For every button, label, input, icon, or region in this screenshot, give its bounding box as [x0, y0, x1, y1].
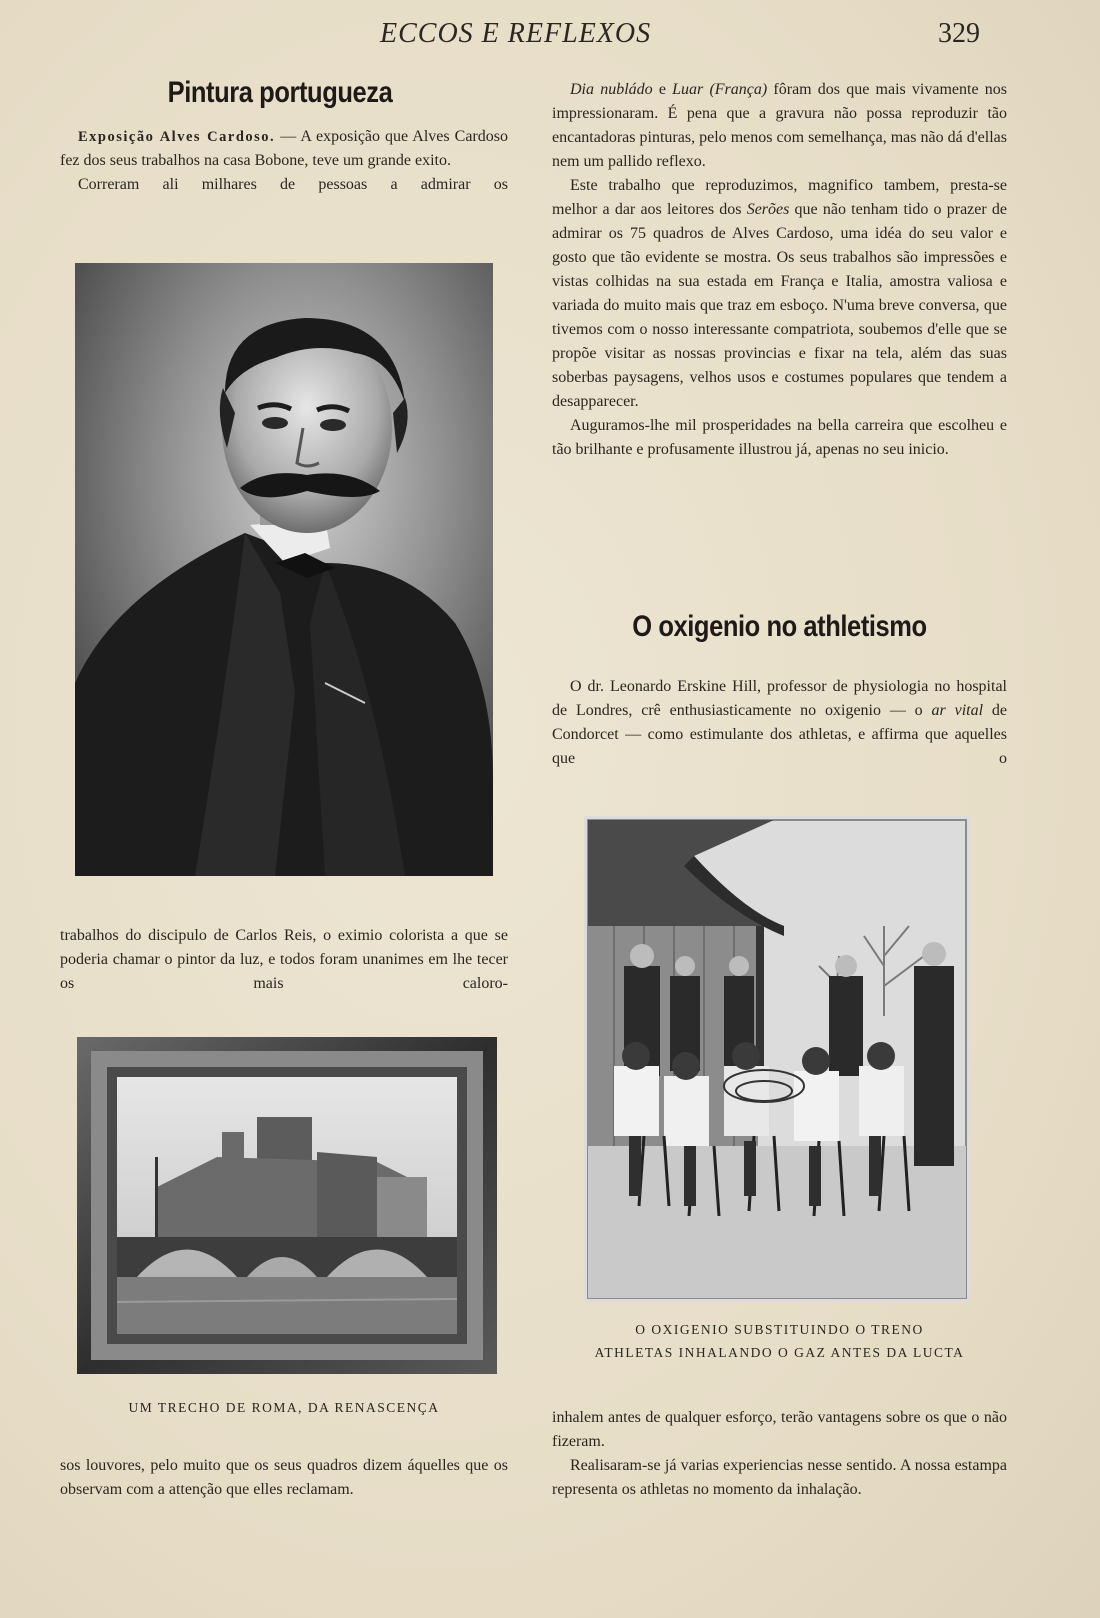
paragraph-hill-a: O dr. Leonardo Erskine Hill, professor de physiologia no hospital de Londres, crê enthusiasticamente no oxigenio — o — [552, 678, 1007, 719]
right-oxigenio-text — [552, 675, 1007, 771]
article-title-pintura: Pintura portugueza — [167, 76, 393, 109]
paragraph-correram: Correram ali milhares de pessoas a admirar os — [78, 176, 508, 193]
athletes-caption-line2: ATHLETAS INHALANDO O GAZ ANTES DA LUCTA — [594, 1345, 965, 1360]
page-number: 329 — [938, 18, 980, 49]
paragraph-este-trabalho-b: que não tenham tido o prazer de admirar os 75 quadros de Alves Cardoso, uma idéa do seu valor e gosto que tão evidente se mostra. Os seus trabalhos são impressões e vistas colhidas na sua estada em França e Italia, amostra valiosa e variada do muito mais que traz em esboço. N'uma breve conversa, que tivemos com o nosso interessante compatriota, soubemos d'elle que se propõe visitar as nossas provincias e fixar na tela, além das suas soberbas paysagens, velhos usos e costumes populares que tendem a desapparecer. — [552, 201, 1008, 410]
article-title-oxigenio: O oxigenio no athletismo — [632, 610, 927, 643]
portrait-photo — [75, 263, 493, 876]
intro-text: — A exposição que Alves Cardoso fez dos seus trabalhos na casa Bobone, teve um grande exito. — [60, 128, 508, 169]
left-middle-text — [60, 924, 508, 996]
athletes-inhaling-gas-illustration — [584, 816, 970, 1302]
painting-title-luar: Luar (França) — [672, 81, 768, 98]
paragraph-realisaram: Realisaram-se já varias experiencias nesse sentido. A nossa estampa representa os athletas no momento da inhalação. — [552, 1457, 1007, 1498]
painting-title-dia-nublado: Dia nubládo — [570, 81, 653, 98]
right-bottom-text — [552, 1406, 1007, 1502]
paragraph-auguramos: Auguramos-lhe mil prosperidades na bella carreira que escolheu e tão brilhante e profusamente illustrou já, apenas no seu inicio. — [552, 417, 1007, 458]
run-in-heading: Exposição Alves Cardoso. — [78, 129, 276, 145]
running-title: ECCOS E REFLEXOS — [380, 18, 652, 49]
painting-caption: UM TRECHO DE ROMA, DA RENASCENÇA — [128, 1400, 440, 1415]
magazine-name: Serões — [746, 201, 790, 218]
paragraph-hill-b: de Condorcet — como estimulante dos athletas, e affirma que aquelles que o — [552, 702, 1007, 767]
paragraph-este-trabalho-a: Este trabalho que reproduzimos, magnifico tambem, presta-se melhor a dar aos leitores dos — [552, 177, 1007, 218]
athletes-caption-line1: O OXIGENIO SUBSTITUINDO O TRENO — [635, 1322, 924, 1337]
paragraph-trabalhos: trabalhos do discipulo de Carlos Reis, o eximio colorista a que se poderia chamar o pintor da luz, e todos foram unanimes em lhe tecer os mais caloro- — [60, 927, 508, 992]
left-intro-text — [60, 125, 508, 197]
left-bottom-text — [60, 1454, 508, 1502]
term-ar-vital: ar vital — [931, 702, 984, 719]
paragraph-sos-louvores: sos louvores, pelo muito que os seus quadros dizem áquelles que os observam com a attenção que elles reclamam. — [60, 1457, 508, 1498]
rome-painting-illustration — [77, 1037, 497, 1374]
athletes-illustration — [584, 816, 970, 1302]
paragraph-inhalem: inhalem antes de qualquer esforço, terão vantagens sobre os que o não fizeram. — [552, 1409, 1007, 1450]
right-top-text — [552, 78, 1007, 462]
conjunction: e — [652, 81, 673, 98]
painting-framed — [77, 1037, 497, 1374]
athletes-caption — [552, 1318, 1007, 1364]
portrait-illustration — [75, 263, 493, 876]
paragraph-impressionaram: fôram dos que mais vivamente nos impressionaram. É pena que a gravura não possa reproduzir tão encantadoras pinturas, pelo menos com semelhança, mas não dá d'ellas nem um pallido reflexo. — [552, 81, 1007, 170]
running-header — [0, 18, 1100, 58]
